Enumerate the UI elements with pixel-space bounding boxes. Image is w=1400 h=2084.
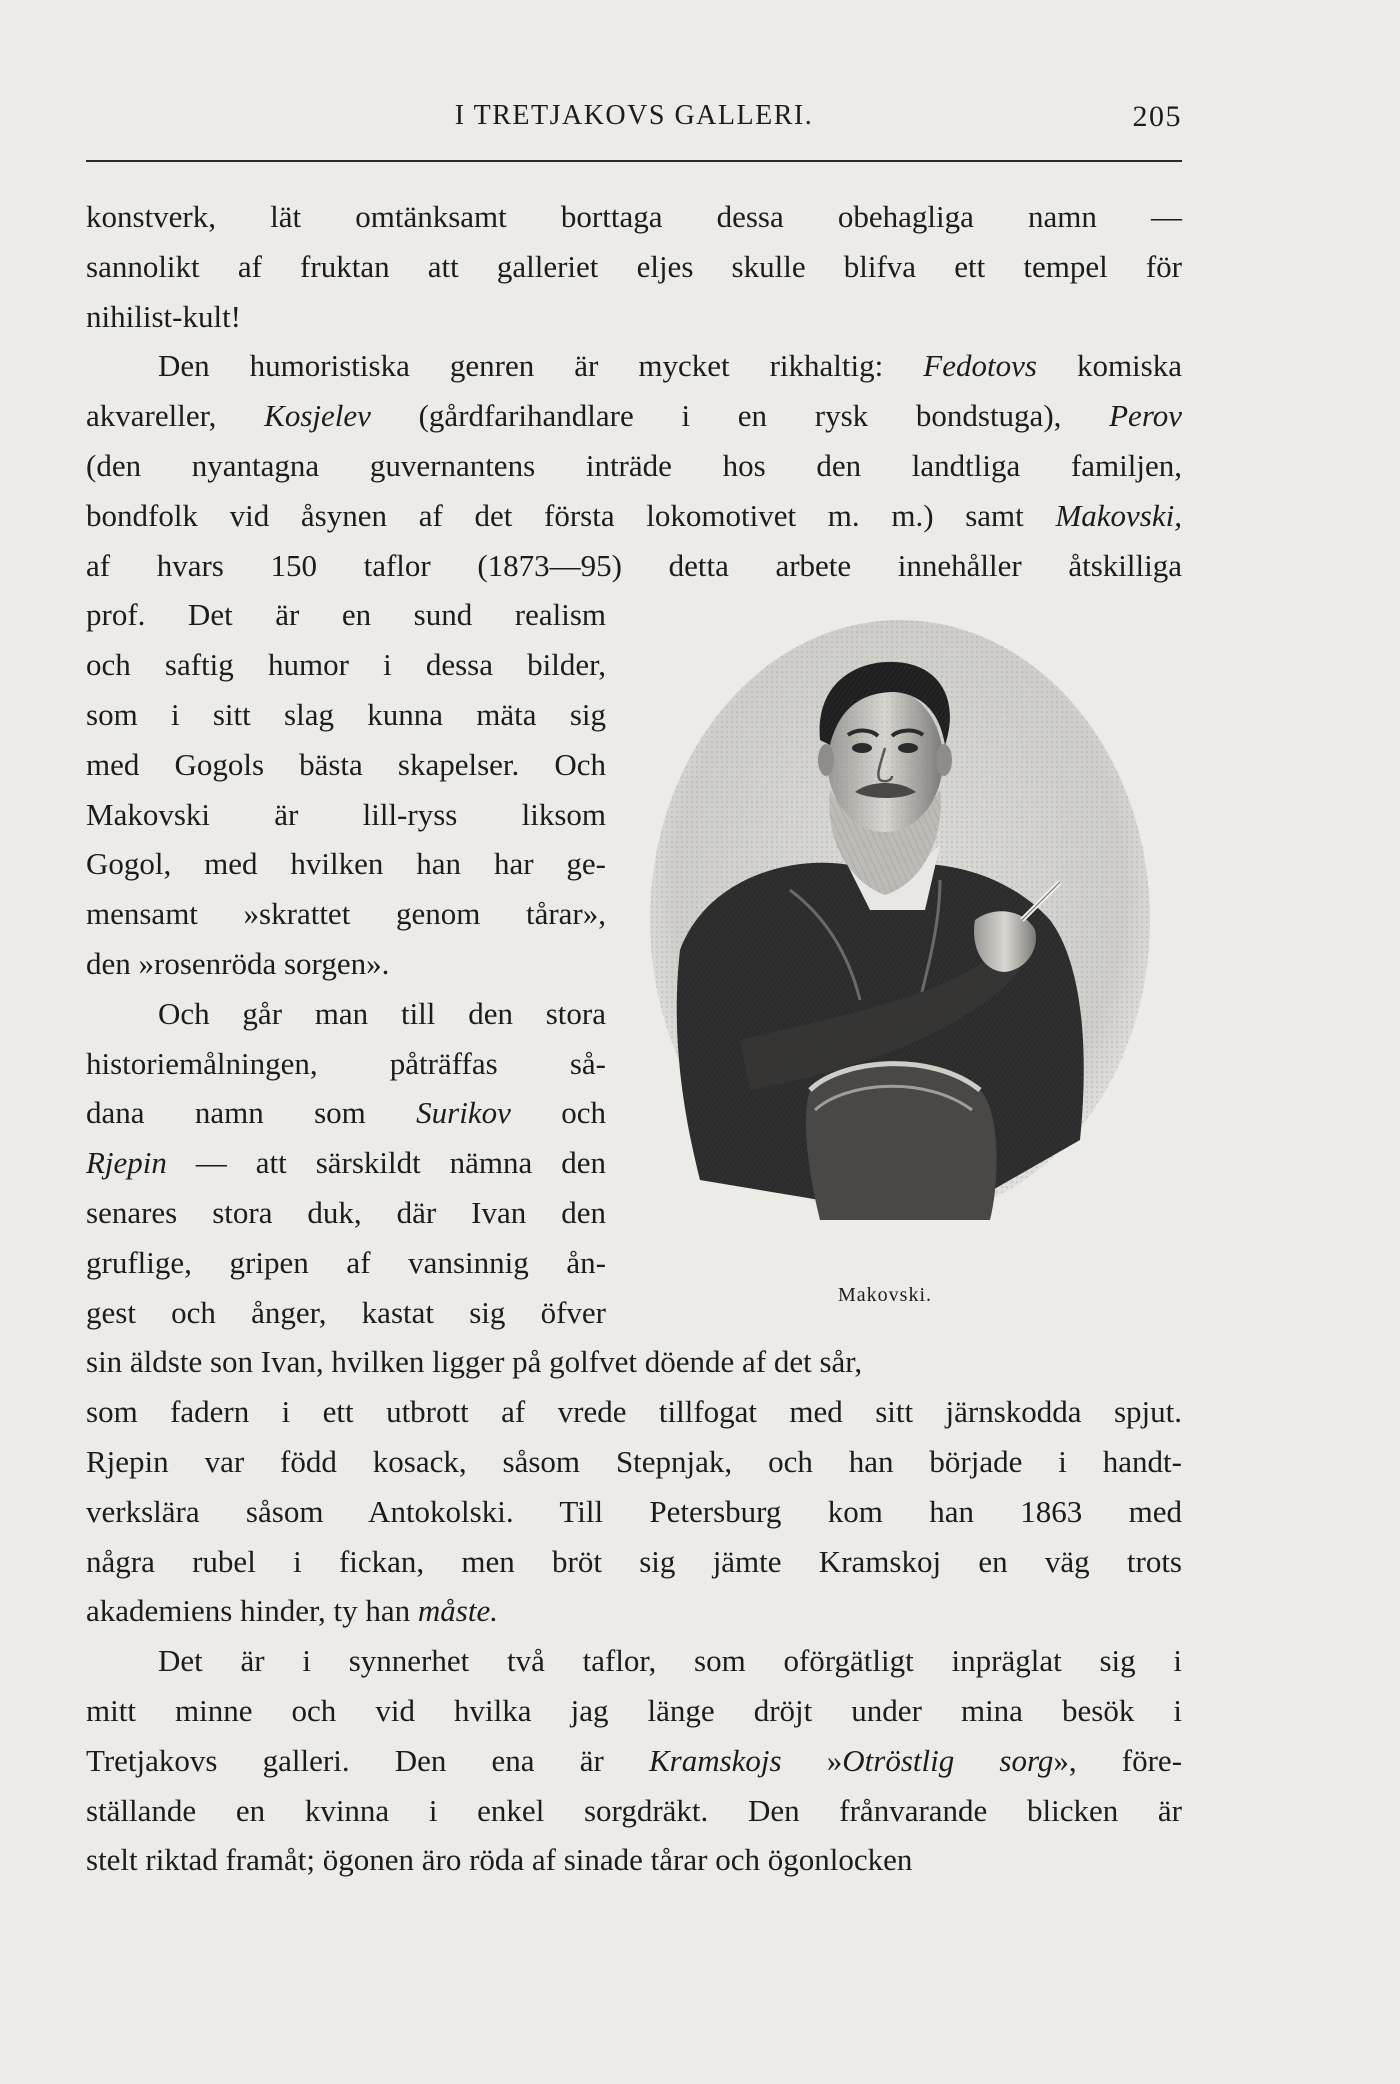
text-run: Gogol, med hvilken han har ge- (86, 846, 606, 882)
text-run: sin äldste son Ivan, hvilken ligger på golfvet döende af det sår, (86, 1344, 863, 1380)
text-line (86, 1088, 606, 1138)
text-run: några rubel i fickan, men bröt sig jämte Kramskoj en väg trots (86, 1543, 1182, 1579)
text-run: som fadern i ett utbrott af vrede tillfogat med sitt järnskodda spjut. (86, 1394, 1182, 1430)
italic-text-run: Kosjelev (264, 398, 371, 434)
text-run: med Gogols bästa skapelser. Och (86, 746, 606, 782)
text-run: — att särskildt nämna den (166, 1145, 606, 1181)
text-line (86, 1686, 1182, 1736)
text-run: och saftig humor i dessa bilder, (86, 647, 606, 683)
text-run: verkslära såsom Antokolski. Till Petersburg kom han 1863 med (86, 1493, 1182, 1529)
text-run: ställande en kvinna i enkel sorgdräkt. Den frånvarande blicken är (86, 1792, 1182, 1828)
text-line (86, 690, 606, 740)
text-run: Den humoristiska genren är mycket rikhaltig: (158, 348, 924, 384)
text-line (86, 341, 1182, 391)
text-line (86, 1736, 1182, 1786)
text-line (86, 192, 1182, 242)
text-line (86, 1586, 1182, 1636)
text-run: stelt riktad framåt; ögonen äro röda af sinade tårar och ögonlocken (86, 1842, 913, 1878)
text-run: Rjepin var född kosack, såsom Stepnjak, och han började i handt- (86, 1443, 1182, 1479)
text-run: gruflige, gripen af vansinnig ån- (86, 1244, 606, 1280)
header-rule (86, 160, 1182, 162)
text-run: sannolikt af fruktan att galleriet eljes skulle blifva ett tempel för (86, 248, 1182, 284)
text-run: prof. Det är en sund realism (86, 597, 606, 633)
text-line (86, 790, 606, 840)
text-line (86, 889, 606, 939)
text-line (86, 640, 606, 690)
text-run: mensamt »skrattet genom tårar», (86, 896, 606, 932)
text-run: », före- (1053, 1742, 1183, 1778)
page-number: 205 (1132, 100, 1182, 133)
running-title: I TRETJAKOVS GALLERI. (454, 100, 814, 131)
text-line (86, 1636, 1182, 1686)
text-line (86, 989, 606, 1039)
text-run: akvareller, (86, 398, 265, 434)
text-run: senares stora duk, där Ivan den (86, 1194, 606, 1230)
text-run: nihilist-kult! (86, 298, 241, 334)
italic-text-run: Makovski, (1055, 497, 1182, 533)
text-run: bondfolk vid åsynen af det första lokomotivet m. m.) samt (86, 497, 1056, 533)
text-run: komiska (1036, 348, 1182, 384)
text-line (86, 541, 1182, 591)
running-head (86, 100, 1182, 144)
text-run: af hvars 150 taflor (1873—95) detta arbete innehåller åtskilliga (86, 547, 1182, 583)
text-line (86, 590, 606, 640)
text-line (86, 1238, 606, 1288)
text-line (86, 1188, 606, 1238)
portrait-engraving (640, 620, 1160, 1240)
italic-text-run: måste. (417, 1593, 498, 1629)
text-line (86, 740, 606, 790)
italic-text-run: Rjepin (86, 1145, 167, 1181)
italic-text-run: Kramskojs (648, 1742, 782, 1778)
text-run: och (510, 1095, 606, 1131)
italic-text-run: Perov (1109, 398, 1182, 434)
text-run: Och går man till den stora (158, 995, 606, 1031)
text-run: gest och ånger, kastat sig öfver (86, 1294, 606, 1330)
text-line (86, 491, 1182, 541)
text-line (86, 1337, 863, 1387)
text-run: historiemålningen, påträffas så- (86, 1045, 606, 1081)
text-run: (den nyantagna guvernantens inträde hos den landtliga familjen, (86, 447, 1182, 483)
text-line (86, 1487, 1182, 1537)
text-line (86, 441, 1182, 491)
text-run: mitt minne och vid hvilka jag länge dröjt under mina besök i (86, 1692, 1182, 1728)
text-line (86, 1786, 1182, 1836)
portrait-illustration (640, 620, 1160, 1240)
text-line (86, 1138, 606, 1188)
figure-caption: Makovski. (838, 1284, 932, 1306)
text-run: (gårdfarihandlare i en rysk bondstuga), (370, 398, 1110, 434)
text-line (86, 1835, 1182, 1885)
text-line (86, 292, 1182, 342)
text-run: som i sitt slag kunna mäta sig (86, 696, 606, 732)
text-line (86, 1537, 1182, 1587)
italic-text-run: Surikov (416, 1095, 511, 1131)
text-run: Det är i synnerhet två taflor, som oförgätligt inpräglat sig i (158, 1643, 1182, 1679)
italic-text-run: Fedotovs (923, 348, 1037, 384)
text-run: dana namn som (86, 1095, 417, 1131)
text-line (86, 839, 606, 889)
text-line (86, 939, 606, 989)
text-run: den »rosenröda sorgen». (86, 945, 390, 981)
italic-text-run: Otröstlig sorg (842, 1742, 1054, 1778)
text-run: konstverk, lät omtänksamt borttaga dessa obehagliga namn — (86, 199, 1182, 234)
text-line (86, 242, 1182, 292)
text-line (86, 1437, 1182, 1487)
text-line (86, 1387, 1182, 1437)
text-run: » (781, 1742, 843, 1778)
text-line (86, 1039, 606, 1089)
text-run: Tretjakovs galleri. Den ena är (86, 1742, 649, 1778)
text-line (86, 1288, 606, 1338)
text-run: akademiens hinder, ty han (86, 1593, 418, 1629)
text-line (86, 391, 1182, 441)
text-run: Makovski är lill-ryss liksom (86, 796, 606, 832)
